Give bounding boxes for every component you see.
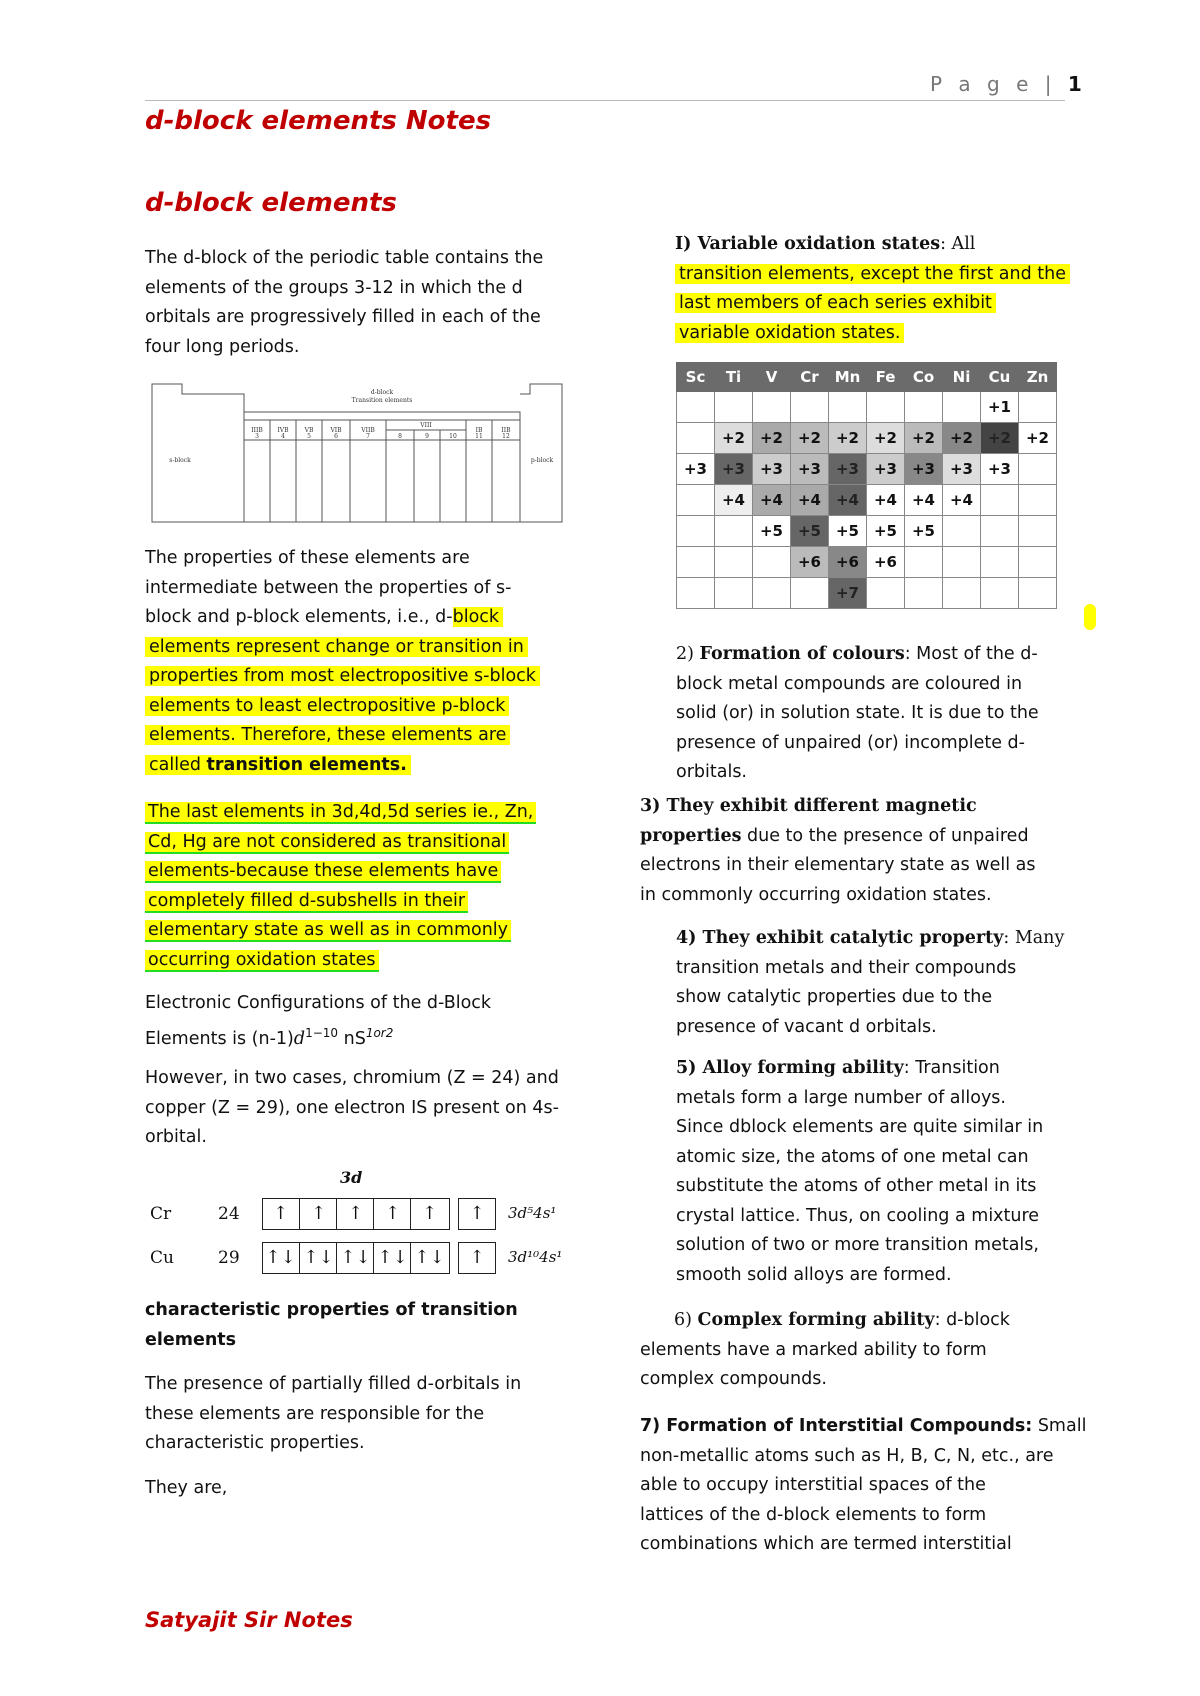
table-cell xyxy=(753,392,791,423)
text-line xyxy=(145,751,540,781)
bold-term: 4) They exhibit catalytic property xyxy=(676,928,1004,948)
text-line: combinations which are termed interstitial xyxy=(640,1534,1012,1554)
complex-paragraph xyxy=(640,1306,1010,1395)
text-line: Elements is $(n-1)d^{1-10}$ $nS^{1or2}$ xyxy=(145,1025,394,1049)
atomic-number: 24 xyxy=(218,1204,240,1224)
orbital-cell: ↑↓ xyxy=(336,1243,374,1273)
diagram-subheading: Transition elements xyxy=(351,397,413,404)
element-header: Sc xyxy=(677,363,715,392)
text-line xyxy=(145,916,536,946)
highlight: transition elements, except the first and the xyxy=(675,264,1070,284)
group-number: 7 xyxy=(366,433,370,440)
text-line: 4) They exhibit catalytic property: Many xyxy=(676,928,1065,948)
table-cell xyxy=(943,578,981,609)
bold-term: I) Variable oxidation states xyxy=(675,234,941,254)
orbital-cell: ↑↓ xyxy=(410,1243,448,1273)
bold-term: Formation of colours xyxy=(699,644,905,664)
element-header: Cu xyxy=(981,363,1019,392)
intro-line: The d-block of the periodic table contains the xyxy=(145,248,544,268)
highlight: completely filled d-subshells in their xyxy=(145,891,468,913)
text-line xyxy=(675,289,1070,319)
table-cell xyxy=(677,547,715,578)
intro-paragraph xyxy=(145,244,543,362)
element-header: Ti xyxy=(715,363,753,392)
table-cell xyxy=(715,547,753,578)
intro-line: orbitals are progressively filled in each of the xyxy=(145,307,541,327)
group-label: VIII xyxy=(420,422,432,429)
text-line: able to occupy interstitial spaces of the xyxy=(640,1475,986,1495)
table-cell: +4 xyxy=(829,485,867,516)
table-cell xyxy=(829,392,867,423)
text-line: elements have a marked ability to form xyxy=(640,1339,987,1360)
text-line xyxy=(145,946,536,976)
electron-config-diagram xyxy=(150,1168,570,1280)
table-cell xyxy=(981,516,1019,547)
group-number: 5 xyxy=(307,433,311,440)
table-cell xyxy=(715,516,753,547)
table-cell xyxy=(791,578,829,609)
text-line: block metal compounds are coloured in xyxy=(676,673,1023,694)
table-header-row xyxy=(677,363,1057,392)
highlight: Cd, Hg are not considered as transitional xyxy=(145,832,509,854)
group-number: 4 xyxy=(281,433,285,440)
characteristics-heading xyxy=(145,1296,518,1355)
group-number: 11 xyxy=(475,433,483,440)
text-line: 7) Formation of Interstitial Compounds: Small xyxy=(640,1416,1087,1436)
text-line: Electronic Configurations of the d-Block xyxy=(145,993,492,1013)
table-cell xyxy=(905,578,943,609)
text-line: 3) They exhibit different magnetic xyxy=(640,796,977,816)
text-line: intermediate between the properties of s- xyxy=(145,577,512,598)
bold-term: 5) Alloy forming ability xyxy=(676,1058,904,1078)
table-cell xyxy=(677,392,715,423)
table-cell xyxy=(905,392,943,423)
element-header: Zn xyxy=(1019,363,1057,392)
text-line: in commonly occurring oxidation states. xyxy=(640,884,992,905)
colours-paragraph xyxy=(676,640,1039,788)
highlight: block xyxy=(453,607,503,627)
table-cell: +3 xyxy=(677,454,715,485)
table-cell xyxy=(677,423,715,454)
text-line: substitute the atoms of other metal in its xyxy=(676,1176,1037,1196)
text-line: transition metals and their compounds xyxy=(676,957,1017,978)
s-block-label: s-block xyxy=(169,457,191,464)
highlight: elements represent change or transition in xyxy=(145,637,528,657)
highlight: The last elements in 3d,4d,5d series ie., Zn, xyxy=(145,802,536,824)
group-label: IB xyxy=(475,427,483,434)
orbital-cell: ↑ xyxy=(410,1199,448,1229)
text-line xyxy=(675,319,1070,349)
table-cell xyxy=(1019,578,1057,609)
bold-term: transition elements. xyxy=(206,754,407,775)
highlight: elements-because these elements have xyxy=(145,861,501,883)
atomic-number: 29 xyxy=(218,1248,240,1268)
group-label: VB xyxy=(304,427,314,434)
highlight: elementary state as well as in commonly xyxy=(145,920,511,942)
text-line: The presence of partially filled d-orbitals in xyxy=(145,1374,522,1394)
table-cell xyxy=(1019,516,1057,547)
last-elements-paragraph xyxy=(145,798,536,975)
table-row xyxy=(677,516,1057,547)
text-line: The properties of these elements are xyxy=(145,548,470,568)
text-line: However, in two cases, chromium (Z = 24) and xyxy=(145,1068,559,1088)
element-symbol: Cr xyxy=(150,1204,172,1224)
table-cell: +4 xyxy=(867,485,905,516)
text-line: copper (Z = 29), one electron IS present on 4s- xyxy=(145,1097,559,1118)
they-are-text: They are, xyxy=(145,1478,228,1498)
table-cell: +4 xyxy=(715,485,753,516)
magnetic-paragraph xyxy=(640,792,1036,910)
table-cell: +2 xyxy=(791,423,829,454)
text-line: crystal lattice. Thus, on cooling a mixture xyxy=(676,1205,1040,1226)
text-line xyxy=(145,798,536,828)
table-cell: +7 xyxy=(829,578,867,609)
table-cell: +1 xyxy=(981,392,1019,423)
highlight: elements. Therefore, these elements are xyxy=(145,725,510,745)
text-line xyxy=(145,692,540,722)
table-cell: +5 xyxy=(867,516,905,547)
table-cell xyxy=(867,392,905,423)
d-orbital-boxes xyxy=(262,1242,450,1274)
text-line xyxy=(145,857,536,887)
orbital-cell: ↑↓ xyxy=(373,1243,411,1273)
exception-paragraph xyxy=(145,1064,559,1153)
intro-line: four long periods. xyxy=(145,336,300,357)
table-cell: +5 xyxy=(829,516,867,547)
group-label: VIB xyxy=(330,427,342,434)
element-header: Ni xyxy=(943,363,981,392)
header-rule xyxy=(145,100,1065,101)
text-line: block and p-block elements, i.e., d-block xyxy=(145,603,540,633)
table-cell: +4 xyxy=(905,485,943,516)
text-line: non-metallic atoms such as H, B, C, N, etc., are xyxy=(640,1445,1054,1466)
element-header: Co xyxy=(905,363,943,392)
highlight: last members of each series exhibit xyxy=(675,293,996,313)
table-cell xyxy=(753,547,791,578)
table-cell: +3 xyxy=(867,454,905,485)
table-cell xyxy=(905,547,943,578)
table-cell xyxy=(981,578,1019,609)
text-line: characteristic properties of transition xyxy=(145,1300,518,1320)
orbital-cell: ↑ xyxy=(336,1199,374,1229)
table-cell xyxy=(1019,454,1057,485)
periodic-table-diagram xyxy=(150,382,564,524)
text-line: properties due to the presence of unpaired xyxy=(640,825,1029,846)
text-line: 6) Complex forming ability: d-block xyxy=(674,1310,1010,1330)
highlight: occurring oxidation states xyxy=(145,950,379,972)
highlight-marker xyxy=(1084,604,1096,630)
group-label: IIIB xyxy=(251,427,263,434)
table-cell xyxy=(943,547,981,578)
text-line: solution of two or more transition metals, xyxy=(676,1235,1039,1255)
configuration: 3d⁵4s¹ xyxy=(508,1204,557,1222)
text-line: these elements are responsible for the xyxy=(145,1403,485,1424)
table-cell: +6 xyxy=(867,547,905,578)
highlight: called transition elements. xyxy=(145,755,411,775)
table-row xyxy=(677,423,1057,454)
configuration: 3d¹⁰4s¹ xyxy=(508,1248,563,1266)
table-cell xyxy=(981,485,1019,516)
table-cell: +2 xyxy=(829,423,867,454)
page-number: 1 xyxy=(1067,72,1082,96)
table-cell xyxy=(1019,547,1057,578)
table-cell: +5 xyxy=(905,516,943,547)
table-cell xyxy=(677,485,715,516)
table-cell: +4 xyxy=(791,485,829,516)
text-line: orbitals. xyxy=(676,762,747,782)
text-line xyxy=(145,633,540,663)
text-line: characteristic properties. xyxy=(145,1433,365,1453)
properties-paragraph xyxy=(145,544,540,780)
table-cell: +6 xyxy=(829,547,867,578)
text-line: metals form a large number of alloys. xyxy=(676,1087,1006,1108)
table-cell: +5 xyxy=(791,516,829,547)
table-cell: +2 xyxy=(753,423,791,454)
table-cell: +4 xyxy=(943,485,981,516)
highlight: elements to least electropositive p-block xyxy=(145,696,509,716)
presence-paragraph xyxy=(145,1370,521,1459)
d-orbital-boxes xyxy=(262,1198,450,1230)
text-line: I) Variable oxidation states: All xyxy=(675,234,976,254)
element-header: Cr xyxy=(791,363,829,392)
group-number: 10 xyxy=(449,433,457,440)
bold-term: 7) Formation of Interstitial Compounds: xyxy=(640,1416,1033,1436)
text-line: orbital. xyxy=(145,1127,207,1147)
element-header: Mn xyxy=(829,363,867,392)
table-cell: +2 xyxy=(1019,423,1057,454)
group-number: 8 xyxy=(398,433,402,440)
diagram-heading: d-block xyxy=(370,389,394,396)
table-cell xyxy=(677,516,715,547)
table-cell: +2 xyxy=(867,423,905,454)
table-row xyxy=(677,392,1057,423)
p-block-label: p-block xyxy=(530,457,554,464)
table-cell: +6 xyxy=(791,547,829,578)
page-number-label: P a g e | 1 xyxy=(930,72,1082,96)
table-cell xyxy=(981,547,1019,578)
interstitial-paragraph xyxy=(640,1412,1086,1560)
alloy-paragraph xyxy=(676,1054,1043,1290)
oxidation-states-table xyxy=(676,362,1057,609)
text-line: show catalytic properties due to the xyxy=(676,987,993,1007)
table-cell: +3 xyxy=(715,454,753,485)
table-cell: +4 xyxy=(753,485,791,516)
footer-author: Satyajit Sir Notes xyxy=(145,1608,353,1632)
table-cell xyxy=(677,578,715,609)
text-line xyxy=(145,887,536,917)
table-cell: +2 xyxy=(715,423,753,454)
table-cell xyxy=(1019,485,1057,516)
table-cell: +3 xyxy=(981,454,1019,485)
table-cell xyxy=(715,578,753,609)
s-orbital-box: ↑ xyxy=(458,1242,496,1274)
catalytic-paragraph xyxy=(676,924,1064,1042)
text-line: smooth solid alloys are formed. xyxy=(676,1264,952,1285)
section-title: d-block elements xyxy=(145,188,397,218)
group-label: IIB xyxy=(501,427,511,434)
table-row xyxy=(677,485,1057,516)
table-cell xyxy=(867,578,905,609)
element-header: Fe xyxy=(867,363,905,392)
element-symbol: Cu xyxy=(150,1248,174,1268)
config-paragraph xyxy=(145,989,491,1054)
text-line: lattices of the d-block elements to form xyxy=(640,1504,987,1525)
table-cell: +5 xyxy=(753,516,791,547)
oxidation-states-paragraph xyxy=(675,230,1070,348)
text-line xyxy=(145,721,540,751)
table-cell: +3 xyxy=(943,454,981,485)
table-cell: +3 xyxy=(753,454,791,485)
text-line: electrons in their elementary state as well as xyxy=(640,855,1036,875)
table-cell: +3 xyxy=(791,454,829,485)
orbital-cell: ↑↓ xyxy=(265,1247,296,1268)
group-label: IVB xyxy=(277,427,289,434)
orbital-cell: ↑ xyxy=(272,1203,289,1224)
table-cell: +2 xyxy=(905,423,943,454)
group-number: 9 xyxy=(425,433,429,440)
table-cell: +2 xyxy=(943,423,981,454)
text-line: presence of vacant d orbitals. xyxy=(676,1016,937,1037)
bold-term: properties xyxy=(640,825,742,846)
text-line: solid (or) in solution state. It is due to the xyxy=(676,703,1039,723)
bold-term: Complex forming ability xyxy=(697,1310,935,1330)
orbital-cell: ↑↓ xyxy=(299,1243,337,1273)
text-line: 5) Alloy forming ability: Transition xyxy=(676,1058,1000,1078)
table-row xyxy=(677,547,1057,578)
table-cell xyxy=(943,392,981,423)
table-cell xyxy=(715,392,753,423)
table-cell: +3 xyxy=(905,454,943,485)
table-cell xyxy=(753,578,791,609)
highlight: properties from most electropositive s-block xyxy=(145,666,540,686)
orbital-cell: ↑ xyxy=(373,1199,411,1229)
table-cell: +2 xyxy=(981,423,1019,454)
orbital-header: 3d xyxy=(340,1168,363,1187)
text-line xyxy=(145,662,540,692)
text-line xyxy=(675,260,1070,290)
table-cell: +3 xyxy=(829,454,867,485)
element-header: V xyxy=(753,363,791,392)
s-orbital-box: ↑ xyxy=(458,1198,496,1230)
group-number: 6 xyxy=(334,433,338,440)
text-line: 2) Formation of colours: Most of the d- xyxy=(676,644,1038,664)
group-number: 3 xyxy=(255,433,259,440)
intro-line: elements of the groups 3-12 in which the d xyxy=(145,277,523,298)
group-number: 12 xyxy=(502,433,510,440)
table-row xyxy=(677,454,1057,485)
text-line: presence of unpaired (or) incomplete d- xyxy=(676,732,1025,753)
orbital-cell: ↑ xyxy=(299,1199,337,1229)
text-line: Since dblock elements are quite similar in xyxy=(676,1117,1044,1137)
table-cell xyxy=(1019,392,1057,423)
table-cell xyxy=(943,516,981,547)
table-row xyxy=(677,578,1057,609)
text-line: atomic size, the atoms of one metal can xyxy=(676,1146,1029,1167)
text-line: elements xyxy=(145,1329,237,1350)
text-line: complex compounds. xyxy=(640,1369,827,1389)
group-label: VIIB xyxy=(361,427,375,434)
text-line xyxy=(145,828,536,858)
highlight: variable oxidation states. xyxy=(675,323,904,343)
document-title: d-block elements Notes xyxy=(145,106,492,136)
table-cell xyxy=(791,392,829,423)
